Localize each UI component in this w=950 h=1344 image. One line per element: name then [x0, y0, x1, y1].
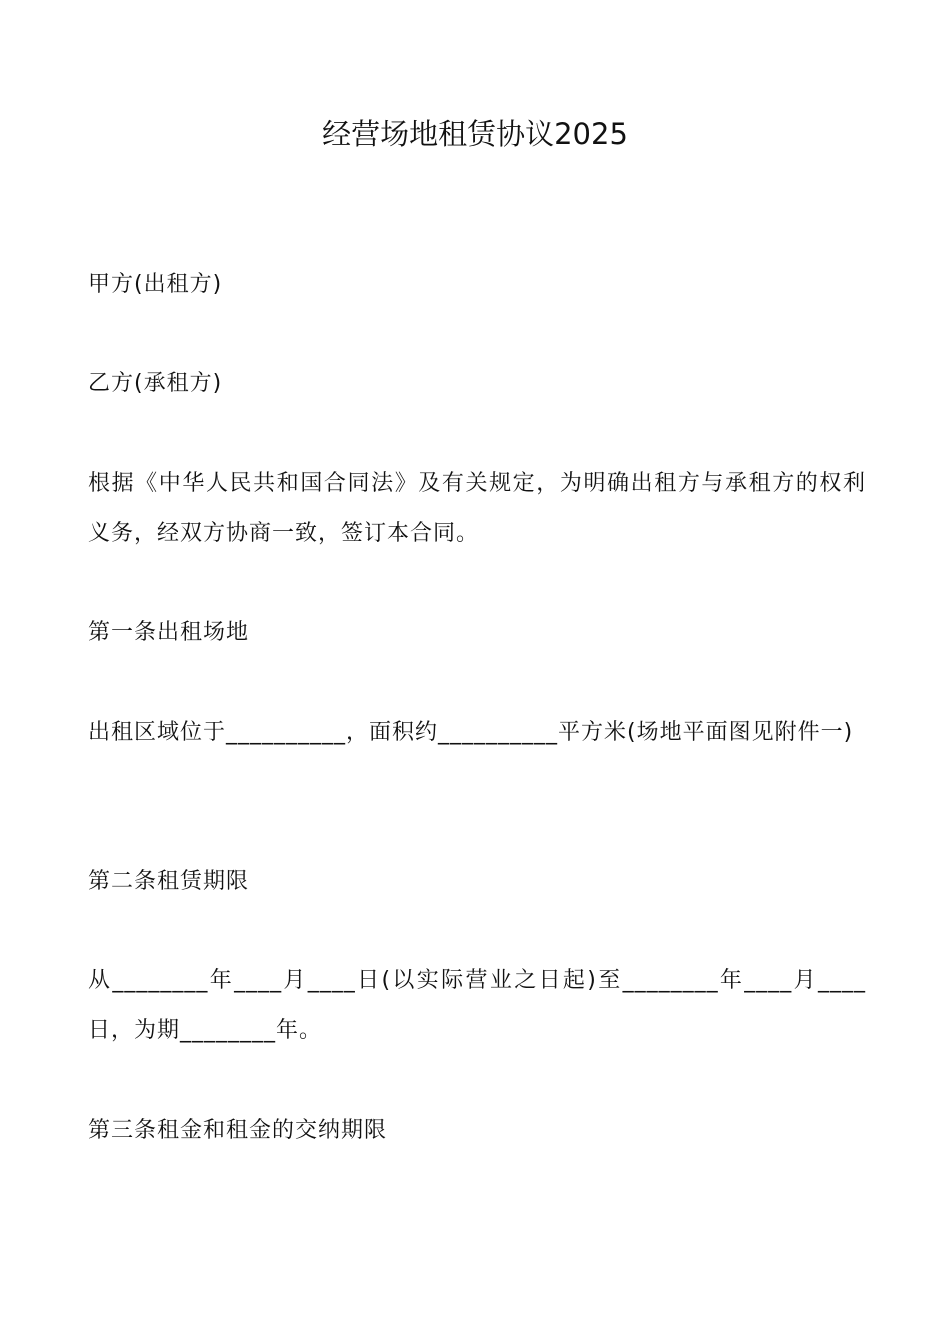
- article-1-body: 出租区域位于__________，面积约__________平方米(场地平面图见附件一): [88, 720, 854, 745]
- party-a-line: 甲方(出租方): [88, 272, 223, 297]
- party-b-line: 乙方(承租方): [88, 371, 223, 396]
- article-3-heading: 第三条租金和租金的交纳期限: [88, 1118, 388, 1143]
- article-2-body: 从________年____月____日(以实际营业之日起)至________年____月____日，为期________年。: [88, 968, 866, 1043]
- preamble-paragraph: 根据《中华人民共和国合同法》及有关规定，为明确出租方与承租方的权利义务，经双方协商一致，签订本合同。: [88, 471, 866, 546]
- article-2-heading: 第二条租赁期限: [88, 869, 250, 894]
- article-1-heading: 第一条出租场地: [88, 620, 250, 645]
- document-title: 经营场地租赁协议2025: [322, 117, 628, 151]
